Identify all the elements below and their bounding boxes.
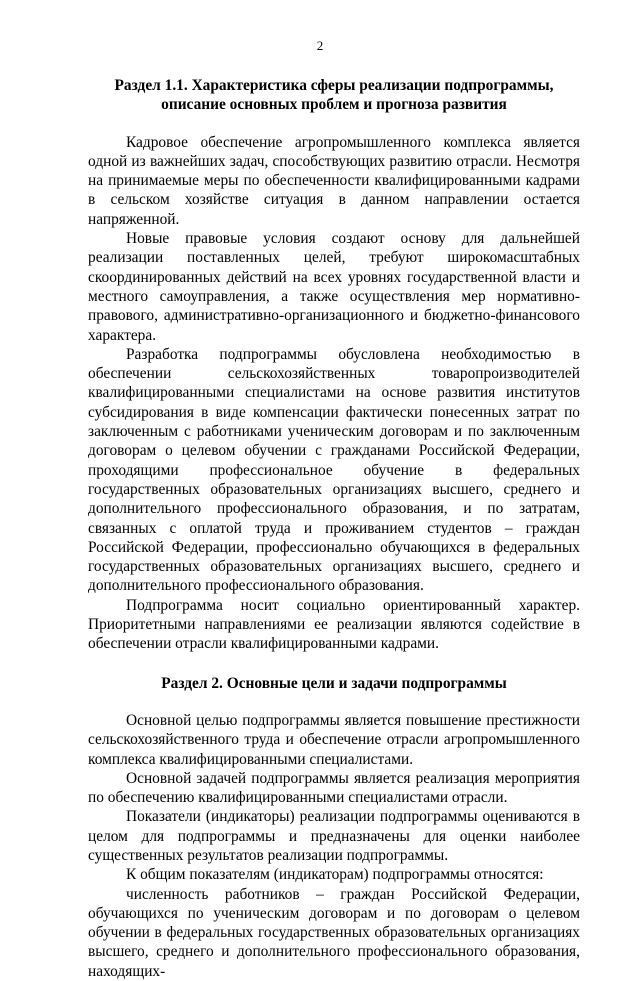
section-1-heading: Раздел 1.1. Характеристика сферы реализации подпрограммы, описание основных проблем и прогноза развития [114, 77, 554, 114]
section-1-paragraph: Разработка подпрограммы обусловлена необходимостью в обеспечении сельскохозяйственных товаропроизводителей квалифицированными специалистами на основе развития институтов субсидирования в виде компенсации фактически понесенных затрат по заключенным с работниками ученическим договорам и по заключенным договорам о целевом обучении с гражданами Российской Федерации, проходящими профессиональное обучение в федеральных государственных образовательных организациях высшего, среднего и дополнительного профессионального образования, и по затратам, связанных с оплатой труда и проживанием студентов – граждан Российской Федерации, профессионально обучающихся в федеральных государственных образовательных организациях высшего, среднего и дополнительного профессионального образования. [88, 345, 580, 595]
section-2-paragraph: Основной целью подпрограммы является повышение престижности сельскохозяйственного труда и обеспечение отрасли агропромышленного комплекса квалифицированными специалистами. [88, 711, 580, 768]
section-2-paragraph: Основной задачей подпрограммы является реализация мероприятия по обеспечению квалифицированными специалистами отрасли. [88, 769, 580, 807]
section-1-paragraph: Подпрограмма носит социально ориентированный характер. Приоритетными направлениями ее реализации являются содействие в обеспечении отрасли квалифицированными кадрами. [88, 596, 580, 653]
document-body [88, 76, 580, 981]
section-2-heading: Раздел 2. Основные цели и задачи подпрограммы [161, 674, 507, 692]
section-2-paragraph: численность работников – граждан Российской Федерации, обучающихся по ученическим договорам и по договорам о целевом обучении в федеральных государственных образовательных организациях высшего, среднего и дополнительного профессионального образования, находящих- [88, 885, 580, 980]
page-number: 2 [316, 38, 324, 53]
section-2-paragraph: Показатели (индикаторы) реализации подпрограммы оцениваются в целом для подпрограммы и предназначены для оценки наиболее существенных результатов реализации подпрограммы. [88, 808, 580, 864]
section-1-paragraph: Кадровое обеспечение агропромышленного комплекса является одной из важнейших задач, способствующих развитию отрасли. Несмотря на принимаемые меры по обеспеченности квалифицированными кадрами в сельском хозяйстве ситуация в данном направлении остается напряженной. [88, 133, 580, 228]
section-2-paragraph: К общим показателям (индикаторам) подпрограммы относятся: [126, 866, 544, 884]
section-1-paragraph: Новые правовые условия создают основу для дальнейшей реализации поставленных целей, требуют широкомасштабных скоординированных действий на всех уровнях государственной власти и местного самоуправления, а также осуществления мер нормативно-правового, административно-организационного и бюджетно-финансового характера. [88, 230, 580, 344]
